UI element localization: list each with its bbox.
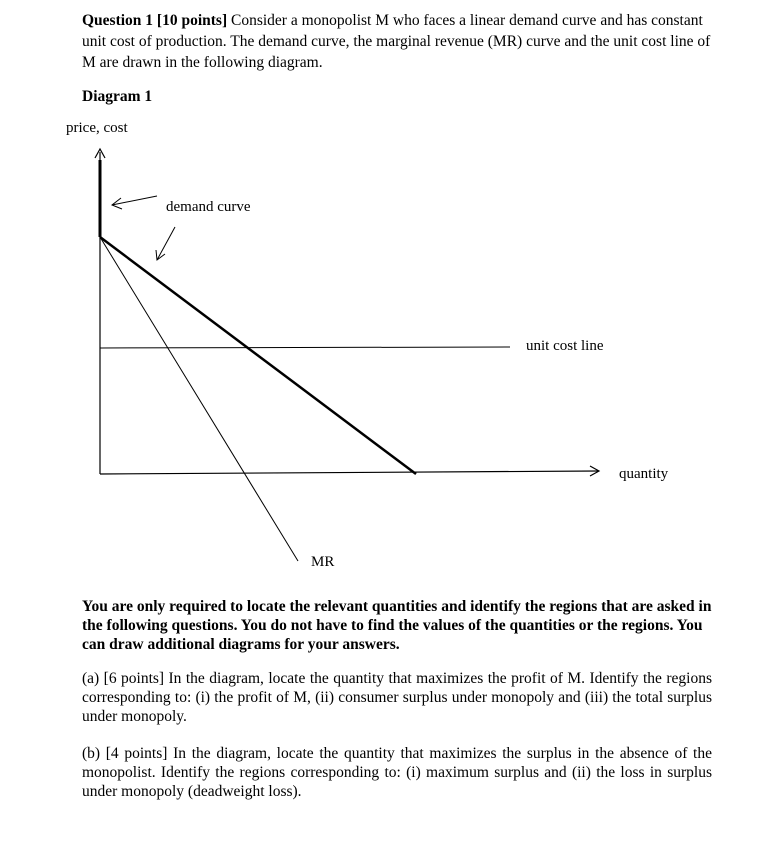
diagram-title: Diagram 1: [82, 88, 153, 105]
demand-arrow-down-head: [156, 250, 165, 260]
unit-cost-label: unit cost line: [526, 338, 604, 354]
mr-label: MR: [311, 554, 335, 570]
demand-arrow-left: [112, 196, 157, 205]
x-axis: [100, 471, 598, 474]
mr-curve: [100, 237, 298, 561]
demand-arrow-down: [157, 227, 175, 260]
demand-curve-label: demand curve: [166, 199, 251, 215]
question-text: Consider a monopolist M who faces a linear demand curve and has constant unit cost of production. The demand curve, the marginal revenue (MR) curve and the unit cost line of M are drawn in the following diagram.: [82, 12, 711, 71]
part-a: (a) [6 points] In the diagram, locate the quantity that maximizes the profit of M. Identify the regions corresponding to: (i) the profit of M, (ii) consumer surplus under monopoly and (iii) the total surplus under monopoly.: [82, 670, 712, 725]
question-label: Question 1 [10 points]: [82, 12, 228, 29]
y-axis-label: price, cost: [66, 120, 128, 136]
demand-curve: [100, 237, 416, 474]
unit-cost-line: [100, 347, 510, 348]
part-b: (b) [4 points] In the diagram, locate the quantity that maximizes the surplus in the absence of the monopolist. Identify the regions corresponding to: (i) maximum surplus and (ii) the loss in surplus under monopoly (deadweight loss).: [82, 745, 712, 800]
instruction-note: You are only required to locate the relevant quantities and identify the regions that are asked in the following questions. You do not have to find the values of the quantities or the regions. You can draw additional diagrams for your answers.: [82, 598, 712, 653]
x-axis-label: quantity: [619, 466, 669, 482]
